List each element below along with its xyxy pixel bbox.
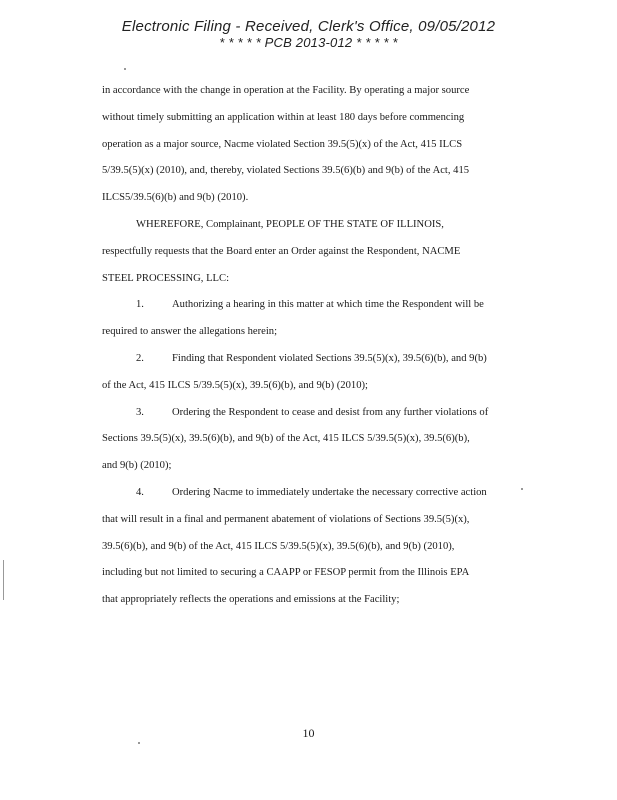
text-line: Sections 39.5(5)(x), 39.5(6)(b), and 9(b) of the Act, 415 ILCS 5/39.5(5)(x), 39.5(6)(b), [102, 433, 470, 445]
text-line: required to answer the allegations herein; [102, 326, 278, 338]
scan-speck [138, 742, 140, 744]
item-text: Ordering Nacme to immediately undertake the necessary corrective action [172, 486, 487, 498]
text-line: 5/39.5(5)(x) (2010), and, thereby, violated Sections 39.5(6)(b) and 9(b) of the Act, 415 [102, 165, 470, 177]
text-line: that appropriately reflects the operations and emissions at the Facility; [102, 594, 400, 606]
item-number: 4. [136, 486, 144, 498]
text-line: that will result in a final and permanent abatement of violations of Sections 39.5(5)(x), [102, 513, 470, 525]
scan-speck [124, 68, 126, 70]
document-body [102, 78, 522, 614]
item-number: 3. [136, 406, 144, 418]
filing-stamp-line-2: * * * * * PCB 2013-012 * * * * * [219, 35, 398, 50]
item-number: 2. [136, 352, 144, 364]
text-line: of the Act, 415 ILCS 5/39.5(5)(x), 39.5(6)(b), and 9(b) (2010); [102, 379, 368, 391]
scan-edge-mark [3, 560, 4, 600]
text-line: including but not limited to securing a CAAPP or FESOP permit from the Illinois EPA [102, 567, 470, 579]
text-line: and 9(b) (2010); [102, 460, 172, 472]
text-line: 39.5(6)(b), and 9(b) of the Act, 415 ILCS 5/39.5(5)(x), 39.5(6)(b), and 9(b) (2010), [102, 540, 455, 552]
scan-speck [521, 488, 523, 490]
text-line: in accordance with the change in operation at the Facility. By operating a major source [102, 85, 470, 96]
wherefore-line: WHEREFORE, Complainant, PEOPLE OF THE STATE OF ILLINOIS, [136, 218, 444, 230]
item-number: 1. [136, 299, 144, 311]
text-line: without timely submitting an application within at least 180 days before commencing [102, 111, 465, 123]
filing-stamp-line-1: Electronic Filing - Received, Clerk's Office, 09/05/2012 [121, 18, 496, 35]
list-item-1 [102, 292, 522, 319]
text-line: operation as a major source, Nacme violated Section 39.5(5)(x) of the Act, 415 ILCS [102, 138, 463, 150]
item-text: Ordering the Respondent to cease and desist from any further violations of [172, 406, 489, 418]
text-line: respectfully requests that the Board enter an Order against the Respondent, NACME [102, 245, 461, 257]
text-line: ILCS5/39.5(6)(b) and 9(b) (2010). [102, 192, 249, 204]
page-number: 10 [302, 726, 315, 740]
list-item-2 [102, 346, 522, 373]
item-text: Finding that Respondent violated Sections 39.5(5)(x), 39.5(6)(b), and 9(b) [172, 352, 487, 364]
list-item-3 [102, 400, 522, 427]
text-line: STEEL PROCESSING, LLC: [102, 272, 230, 284]
list-item-4 [102, 480, 522, 507]
item-text: Authorizing a hearing in this matter at which time the Respondent will be [172, 299, 484, 311]
